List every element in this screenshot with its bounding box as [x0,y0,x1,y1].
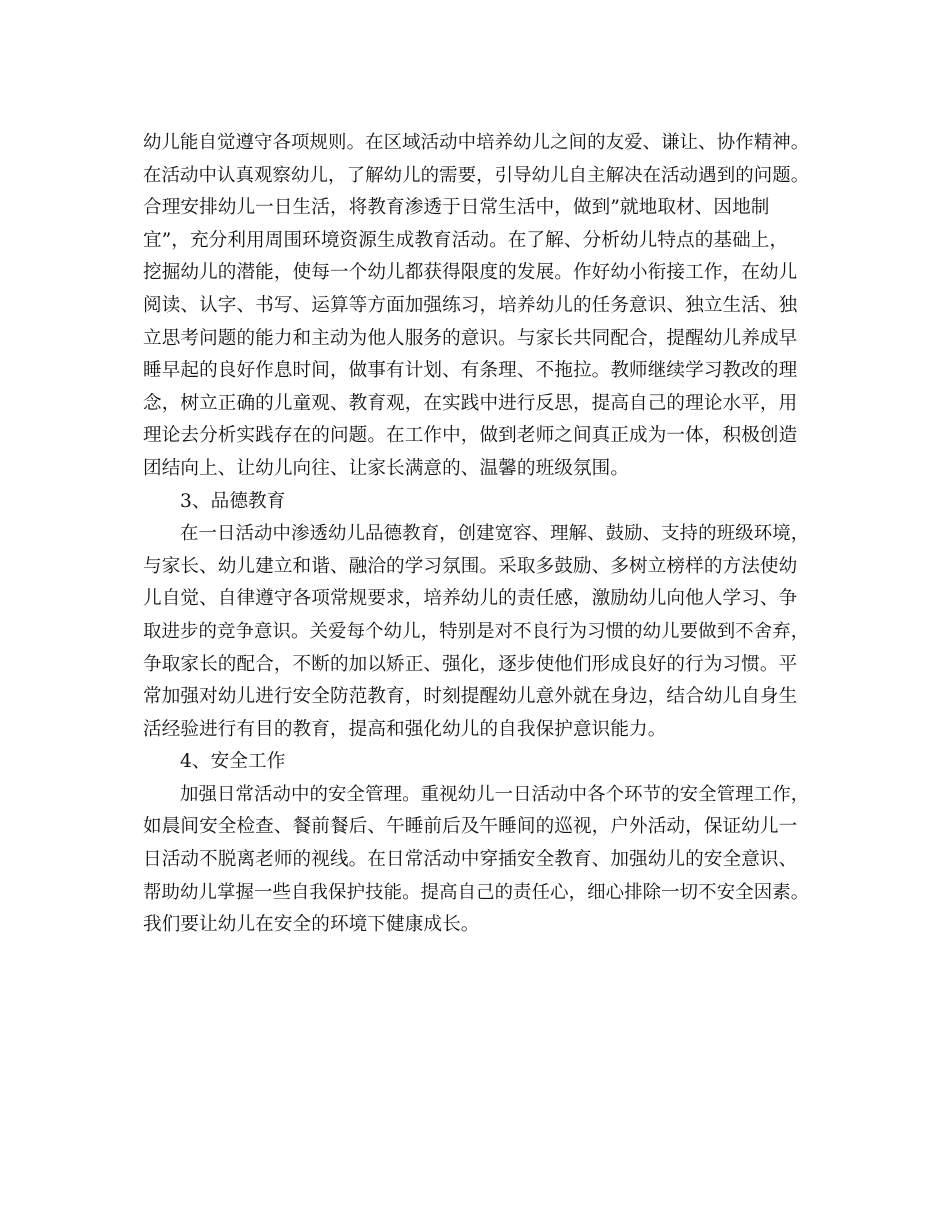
document-body [143,127,813,942]
text-line: 帮助幼儿掌握一些自我保护技能。提高自己的责任心，细心排除一切不安全因素。 [143,881,810,903]
text-line: 如晨间安全检查、餐前餐后、午睡前后及午睡间的巡视，户外活动，保证幼儿一 [143,816,798,838]
text-line: 在一日活动中渗透幼儿品德教育，创建宽容、理解、鼓励、支持的班级环境， [180,523,810,545]
text-line: 争取家长的配合，不断的加以矫正、强化，逐步使他们形成良好的行为习惯。平 [143,653,798,675]
text-line: 理论去分析实践存在的问题。在工作中，做到老师之间真正成为一体，积极创造 [143,425,798,447]
text-line: 取进步的竞争意识。关爱每个幼儿，特别是对不良行为习惯的幼儿要做到不舍弃， [143,620,810,642]
text-line: 睡早起的良好作息时间，做事有计划、有条理、不拖拉。教师继续学习教改的理 [143,360,798,382]
text-line: 宜”，充分利用周围环境资源生成教育活动。在了解、分析幼儿特点的基础上， [143,229,789,251]
text-line: 在活动中认真观察幼儿，了解幼儿的需要，引导幼儿自主解决在活动遇到的问题。 [143,164,810,186]
text-line: 加强日常活动中的安全管理。重视幼儿一日活动中各个环节的安全管理工作， [180,783,810,805]
text-line: 合理安排幼儿一日生活，将教育渗透于日常生活中，做到”就地取材、因地制 [143,197,770,219]
text-line: 儿自觉、自律遵守各项常规要求，培养幼儿的责任感，激励幼儿向他人学习、争 [143,588,798,610]
text-line: 念，树立正确的儿童观、教育观，在实践中进行反思，提高自己的理论水平，用 [143,392,798,414]
text-line: 日活动不脱离老师的视线。在日常活动中穿插安全教育、加强幼儿的安全意识、 [143,849,798,871]
text-line: 3、品德教育 [180,490,286,512]
text-line: 与家长、幼儿建立和谐、融洽的学习氛围。采取多鼓励、多树立榜样的方法使幼 [143,555,798,577]
text-line: 4、安全工作 [180,751,286,773]
text-line: 常加强对幼儿进行安全防范教育，时刻提醒幼儿意外就在身边，结合幼儿自身生 [143,686,798,708]
text-line: 活经验进行有目的教育，提高和强化幼儿的自我保护意识能力。 [143,718,667,740]
text-line: 团结向上、让幼儿向往、让家长满意的、温馨的班级氛围。 [143,457,630,479]
text-line: 挖掘幼儿的潜能，使每一个幼儿都获得限度的发展。作好幼小衔接工作，在幼儿 [143,262,798,284]
text-line: 立思考问题的能力和主动为他人服务的意识。与家长共同配合，提醒幼儿养成早 [143,327,798,349]
text-line: 阅读、认字、书写、运算等方面加强练习，培养幼儿的任务意识、独立生活、独 [143,294,798,316]
text-line: 我们要让幼儿在安全的环境下健康成长。 [143,914,480,936]
text-line: 幼儿能自觉遵守各项规则。在区域活动中培养幼儿之间的友爱、谦让、协作精神。 [143,132,810,153]
